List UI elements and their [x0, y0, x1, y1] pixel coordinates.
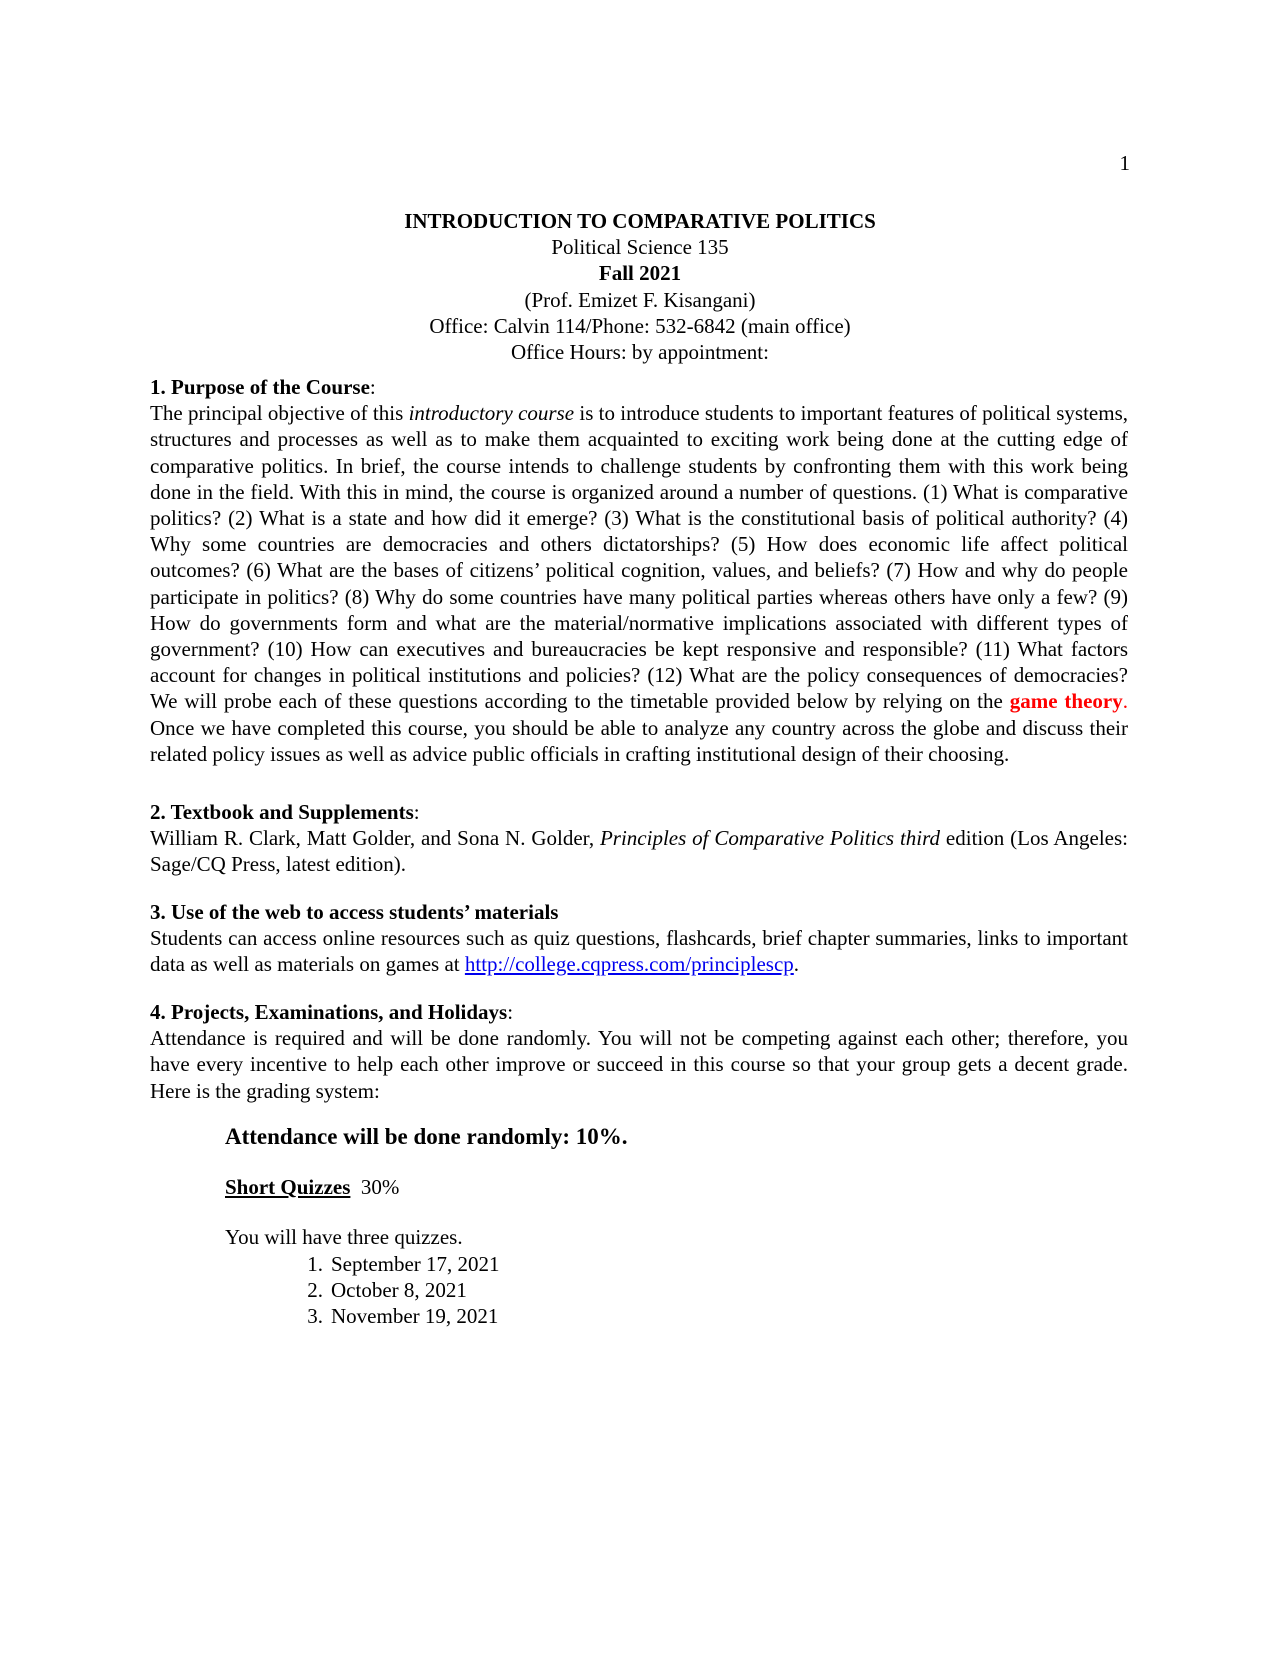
list-item [225, 1277, 1105, 1303]
section-paragraph [150, 825, 1128, 877]
section-paragraph [150, 925, 1128, 977]
paragraph-text: edition (Los Angeles: Sage/CQ Press, latest edition). [150, 826, 1128, 877]
section-projects [150, 999, 1128, 1104]
list-number: 2. [307, 1277, 323, 1302]
section-heading [150, 799, 1128, 825]
quiz-dates-list [225, 1251, 1105, 1330]
paragraph-text: Students can access online resources such as quiz questions, flashcards, brief chapter summaries, links to important data as well as materials on games at [150, 926, 1128, 977]
heading-colon: : [369, 375, 376, 399]
paragraph-text: . [793, 952, 800, 977]
section-heading [150, 999, 1128, 1025]
section-textbook [150, 799, 1128, 878]
list-item [225, 1303, 1105, 1329]
heading-colon: : [507, 1000, 514, 1024]
quiz-intro: You will have three quizzes. [225, 1225, 463, 1250]
quiz-title: Short Quizzes [225, 1175, 351, 1200]
course-title: INTRODUCTION TO COMPARATIVE POLITICS [404, 209, 876, 233]
quiz-date: November 19, 2021 [331, 1304, 499, 1329]
professor-name: (Prof. Emizet F. Kisangani) [524, 287, 756, 312]
section-heading-text: 2. Textbook and Supplements [150, 800, 414, 824]
section-heading: 3. Use of the web to access students’ materials [150, 900, 559, 924]
grading-system [225, 1124, 1105, 1329]
section-paragraph: Attendance is required and will be done randomly. You will not be competing against each other; therefore, you have every incentive to help each other improve or succeed in this course so that your group gets a decent grade. Here is the grading system: [150, 1026, 1128, 1103]
quiz-heading [225, 1174, 1105, 1200]
list-number: 3. [307, 1304, 323, 1329]
section-paragraph [150, 400, 1128, 767]
course-term: Fall 2021 [598, 261, 682, 286]
paragraph-text: is to introduce students to important features of political systems, structures and processes as well as to make them acquainted to exciting work being done at the cutting edge of comparative politics. In brief, the course intends to challenge students by confronting them with this work being done in the field. With this in mind, the course is organized around a number of questions. (1) What is comparative politics? (2) What is a state and how did it emerge? (3) What is the constitutional basis of political authority? (4) Why some countries are democracies and others dictatorships? (5) How does economic life affect political outcomes? (6) What are the bases of citizens’ political cognition, values, and beliefs? (7) How and why do people participate in politics? (8) Why do some countries have many political parties whereas others have only a few? (9) How do governments form and what are the material/normative implications associated with different types of government? (10) How can executives and bureaucracies be kept responsive and responsible? (11) What factors account for changes in political institutions and policies? (12) What are the policy consequences of democracies? We will probe each of these questions according to the timetable provided below by relying on the [150, 401, 1128, 714]
office-hours: Office Hours: by appointment: [511, 340, 769, 365]
list-number: 1. [307, 1251, 323, 1276]
section-purpose [150, 374, 1128, 767]
quiz-date: October 8, 2021 [331, 1277, 467, 1302]
paragraph-italic: introductory course [408, 401, 575, 426]
heading-colon: : [413, 800, 420, 824]
paragraph-text: The principal objective of this [150, 401, 409, 426]
book-title: Principles of Comparative Politics third [599, 826, 941, 851]
quiz-date: September 17, 2021 [331, 1251, 500, 1276]
attendance-weight: Attendance will be done randomly: 10%. [225, 1124, 628, 1149]
paragraph-text: William R. Clark, Matt Golder, and Sona N. Golder, [150, 826, 600, 851]
section-heading [150, 374, 1128, 400]
section-heading-text: 4. Projects, Examinations, and Holidays [150, 1000, 508, 1024]
page-number: 1 [1119, 151, 1130, 175]
quiz-weight: 30% [360, 1175, 400, 1200]
section-web [150, 899, 1128, 978]
list-item [225, 1251, 1105, 1277]
paragraph-text: Once we have completed this course, you should be able to analyze any country across the globe and discuss their related policy issues as well as advice public officials in crafting institutional design of their choosing. [150, 715, 1128, 766]
course-number: Political Science 135 [551, 235, 729, 260]
highlight-period: . [1122, 689, 1128, 714]
resource-link[interactable]: http://college.cqpress.com/principlescp [464, 952, 794, 977]
syllabus-header [150, 208, 1130, 365]
highlight-game-theory: game theory [1009, 689, 1123, 714]
section-heading-text: 1. Purpose of the Course [150, 375, 370, 399]
office-info: Office: Calvin 114/Phone: 532-6842 (main office) [429, 313, 851, 338]
